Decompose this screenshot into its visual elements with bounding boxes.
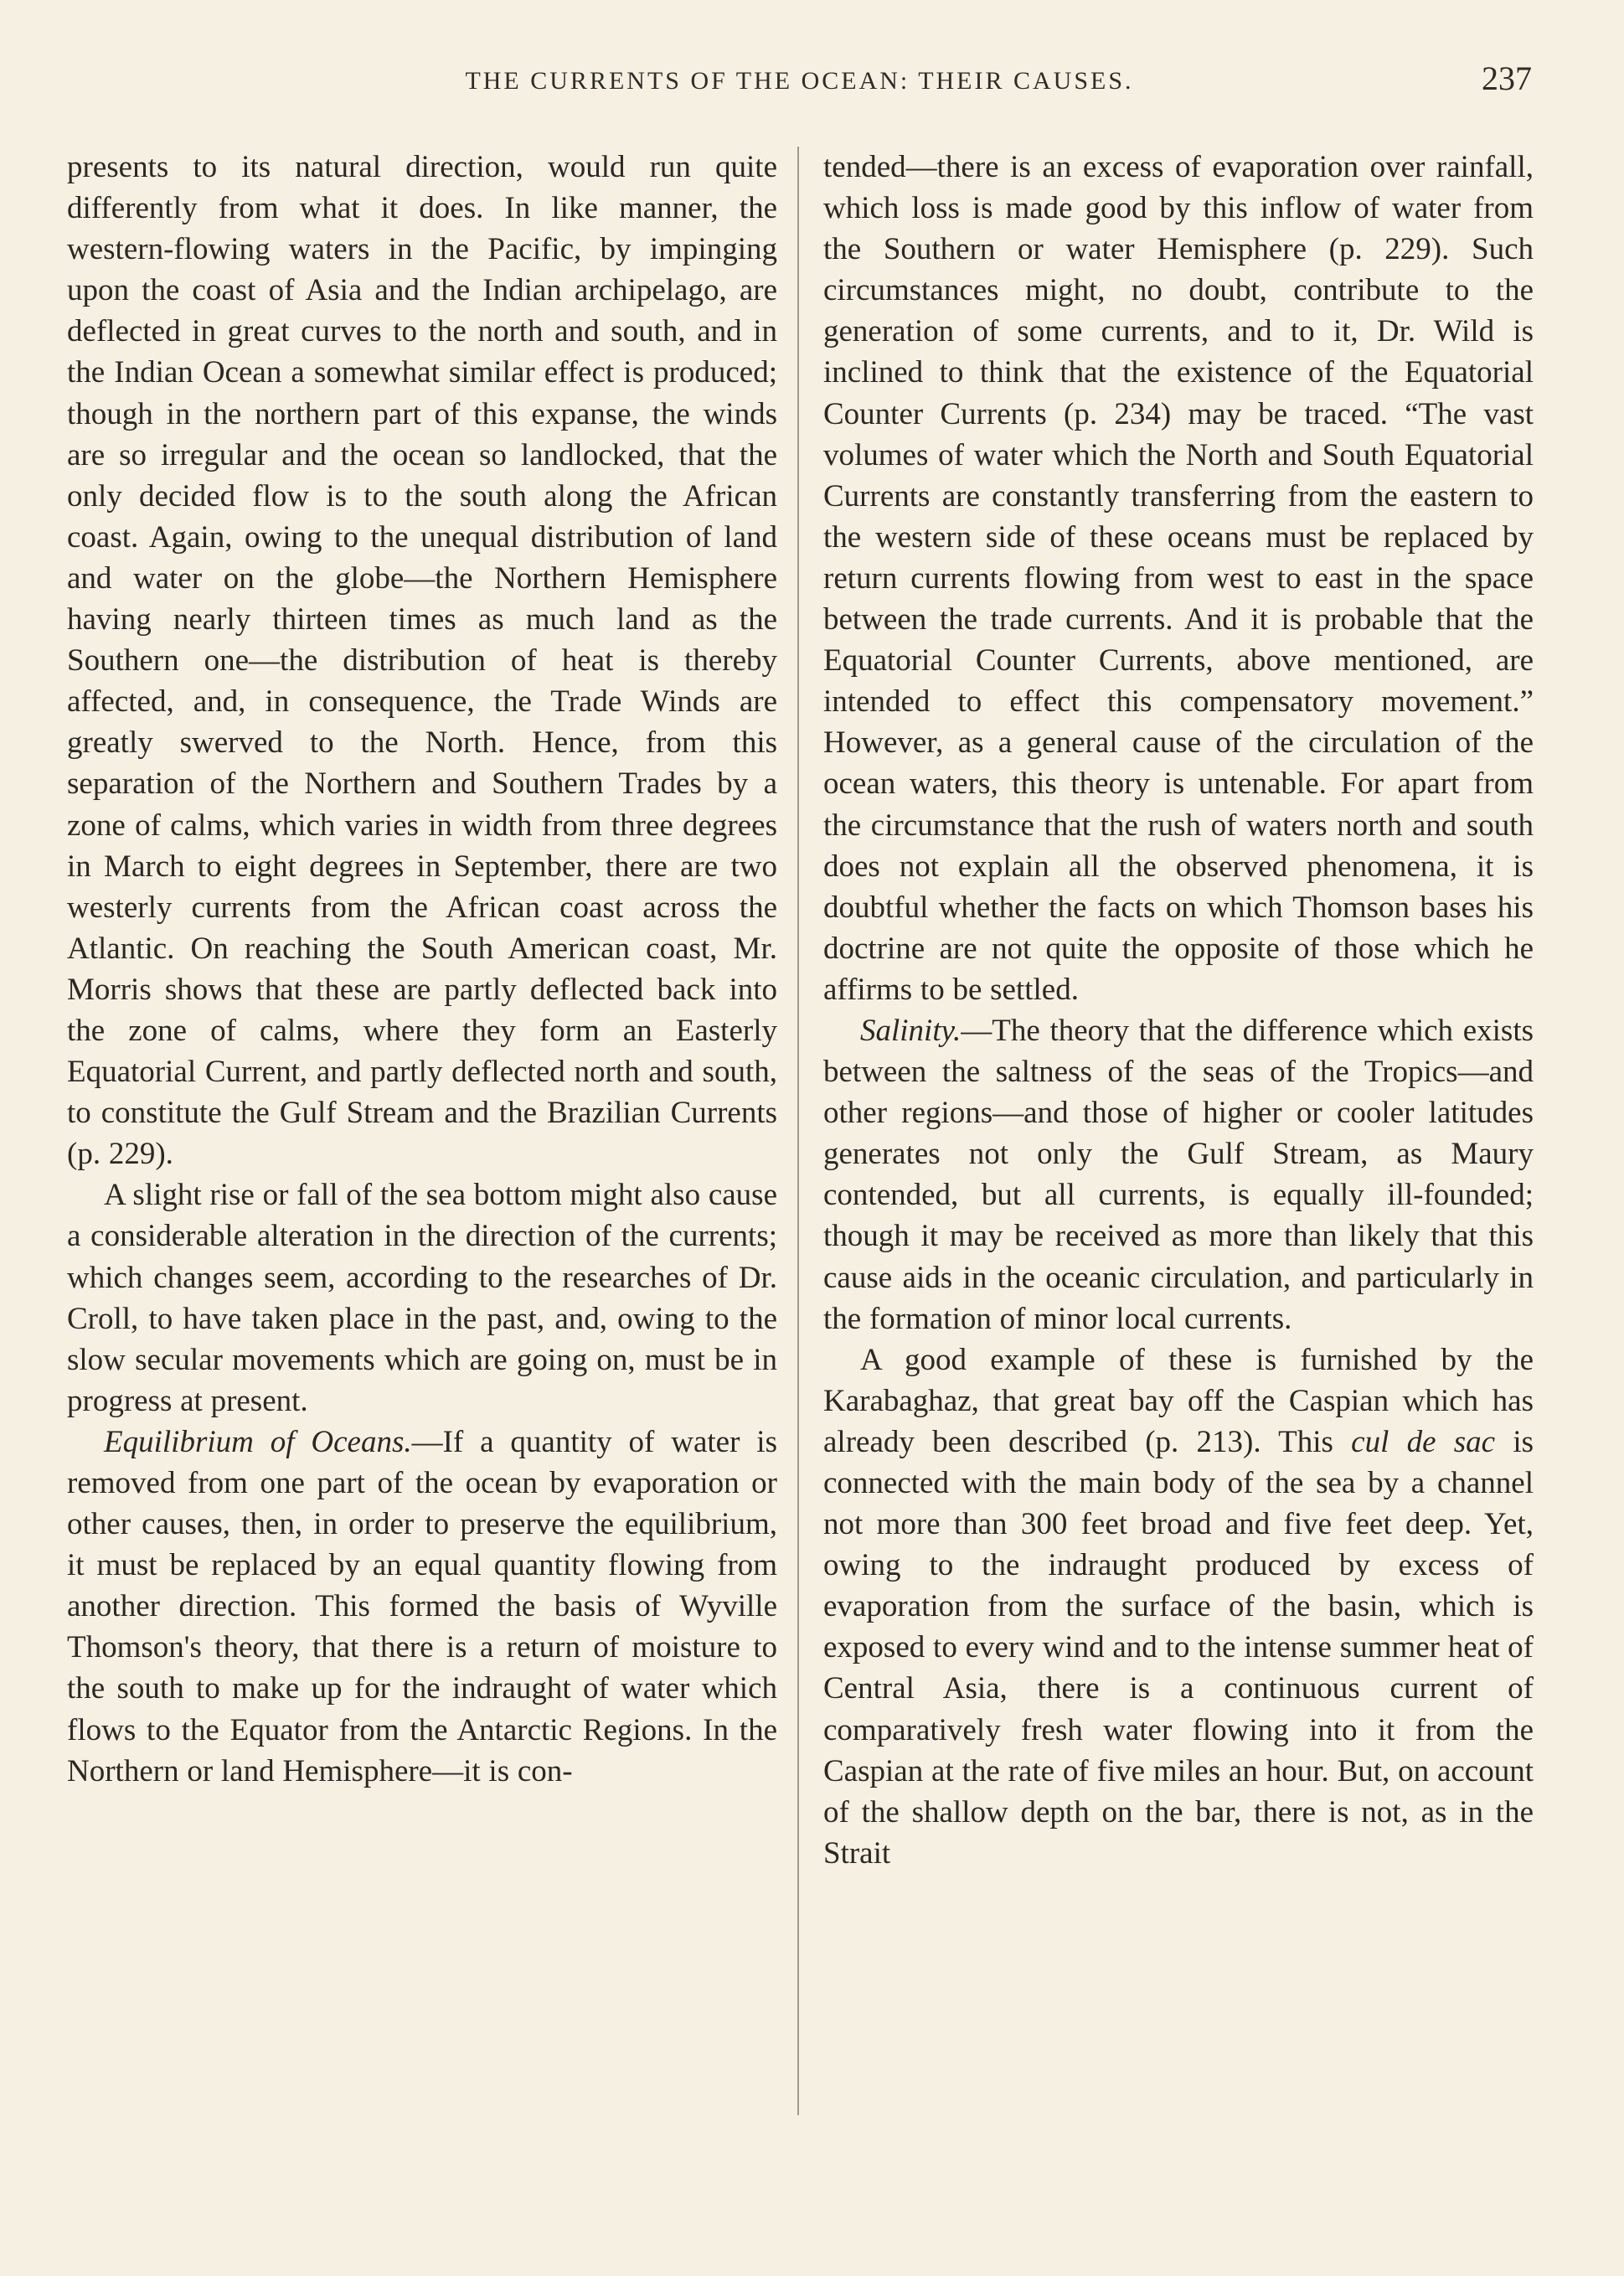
column-divider bbox=[797, 147, 799, 2115]
left-column bbox=[67, 147, 777, 1792]
karabaghaz-text-a: A good example of these is furnished by the Karabaghaz, that great bay off the Caspian which has already been described (p. 213). This bbox=[823, 1342, 1534, 1459]
right-paragraph-continuation: tended—there is an excess of evaporation over rainfall, which loss is made good by this inflow of water from the Southern or water Hemisphere (p. 229). Such circumstances might, no doubt, contribute to the generation of some currents, and to it, Dr. Wild is inclined to think that the existence of the Equatorial Counter Currents (p. 234) may be traced. “The vast volumes of water which the North and South Equatorial Currents are constantly transferring from the eastern to the western side of these oceans must be replaced by return currents flowing from west to east in the space between the trade currents. And it is probable that the Equatorial Counter Currents, above mentioned, are intended to effect this compensatory movement.” However, as a general cause of the circulation of the ocean waters, this theory is untenable. For apart from the circumstance that the rush of waters north and south does not explain all the observed phenomena, it is doubtful whether the facts on which Thomson bases his doctrine are not quite the opposite of those which he affirms to be settled. bbox=[823, 150, 1534, 1007]
right-column bbox=[823, 147, 1534, 1874]
right-paragraph-salinity bbox=[823, 1010, 1534, 1339]
salinity-text: —The theory that the difference which exists between the saltness of the seas of the Tropics—and other regions—and those of higher or cooler latitudes generates not only the Gulf Stream, as Maury contended, but all currents, is equally ill-founded; though it may be received as more than likely that this cause aids in the oceanic circulation, and particularly in the formation of minor local currents. bbox=[823, 1013, 1534, 1336]
equilibrium-text: —If a quantity of water is removed from one part of the ocean by evaporation or other causes, then, in order to preserve the equilibrium, it must be replaced by an equal quantity flowing from another direction. This formed the basis of Wyville Thomson's theory, that there is a return of moisture to the south to make up for the indraught of water which flows to the Equator from the Antarctic Regions. In the Northern or land Hemisphere—it is con- bbox=[67, 1424, 777, 1788]
left-paragraph-equilibrium bbox=[67, 1422, 777, 1792]
page-number: 237 bbox=[1482, 59, 1532, 97]
cul-de-sac-term: cul de sac bbox=[1351, 1424, 1496, 1459]
left-paragraph-sea-bottom: A slight rise or fall of the sea bottom might also cause a considerable alteration in the direction of the currents; which changes seem, according to the researches of Dr. Croll, to have taken place in the past, and, owing to the slow secular movements which are going on, must be in progress at present. bbox=[67, 1178, 777, 1418]
equilibrium-heading: Equilibrium of Oceans. bbox=[104, 1424, 412, 1459]
right-paragraph-karabaghaz bbox=[823, 1339, 1534, 1874]
left-paragraph-continuation: presents to its natural direction, would run quite differently from what it does. In like manner, the western-flowing waters in the Pacific, by impinging upon the coast of Asia and the Indian archipelago, are deflected in great curves to the north and south, and in the Indian Ocean a somewhat similar effect is produced; though in the northern part of this expanse, the winds are so irregular and the ocean so landlocked, that the only decided flow is to the south along the African coast. Again, owing to the unequal distribution of land and water on the globe—the Northern Hemisphere having nearly thirteen times as much land as the Southern one—the distribution of heat is thereby affected, and, in consequence, the Trade Winds are greatly swerved to the North. Hence, from this separation of the Northern and Southern Trades by a zone of calms, which varies in width from three degrees in March to eight degrees in September, there are two westerly currents from the African coast across the Atlantic. On reaching the South American coast, Mr. Morris shows that these are partly deflected back into the zone of calms, where they form an Easterly Equatorial Current, and partly deflected north and south, to constitute the Gulf Stream and the Brazilian Currents (p. 229). bbox=[67, 150, 777, 1172]
karabaghaz-text-b: is connected with the main body of the sea by a channel not more than 300 feet broad and five feet deep. Yet, owing to the indraught produced by excess of evaporation from the surface of the basin, which is exposed to every wind and to the intense summer heat of Central Asia, there is a continuous current of comparatively fresh water flowing into it from the Caspian at the rate of five miles an hour. But, on account of the shallow depth on the bar, there is not, as in the Strait bbox=[823, 1424, 1534, 1871]
salinity-heading: Salinity. bbox=[860, 1013, 962, 1048]
running-title: THE CURRENTS OF THE OCEAN: THEIR CAUSES. bbox=[465, 67, 1134, 95]
